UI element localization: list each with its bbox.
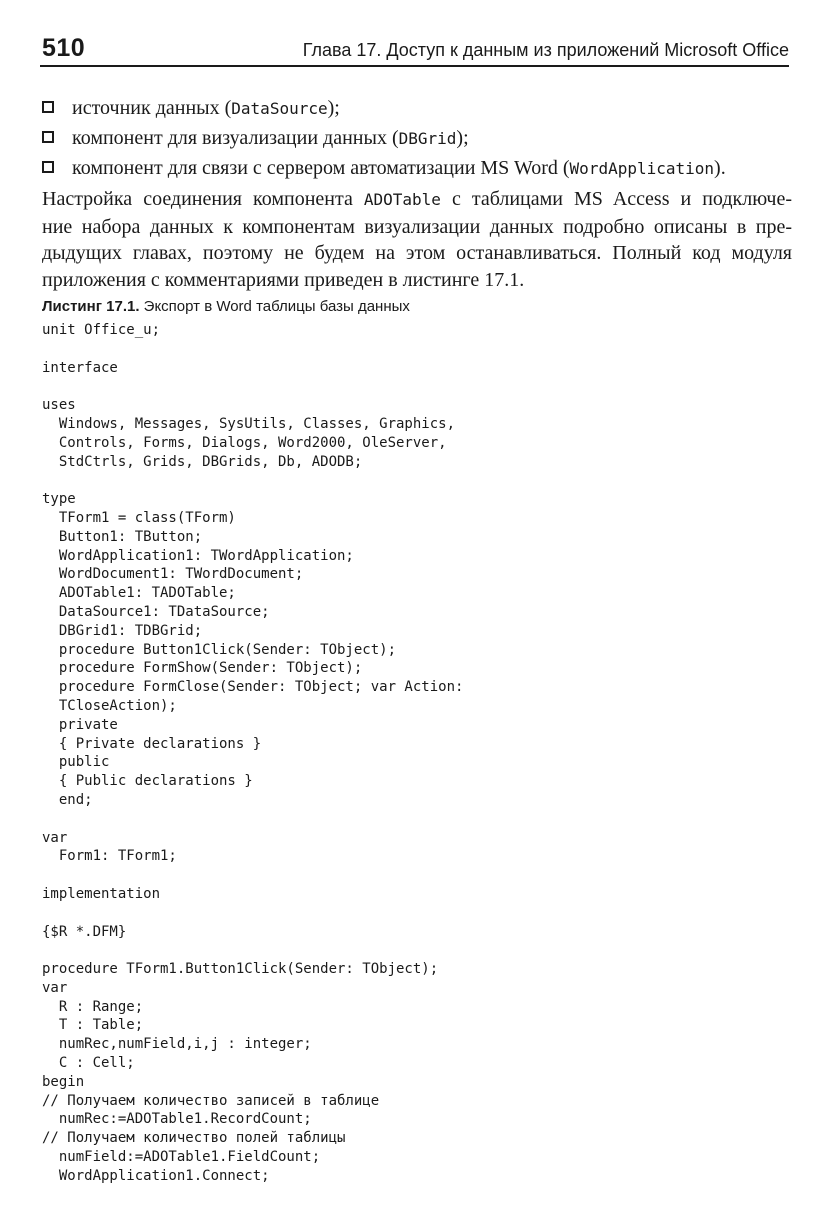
code-line: // Получаем количество полей таблицы bbox=[42, 1130, 346, 1147]
bullet-term: DataSource bbox=[231, 99, 328, 118]
code-line: uses bbox=[42, 397, 76, 414]
code-line: procedure FormShow(Sender: TObject); bbox=[42, 660, 363, 677]
bullet-term: WordApplication bbox=[569, 159, 715, 178]
paragraph-line bbox=[42, 240, 792, 267]
paragraph-text: Настройка соединения компонента bbox=[42, 188, 364, 210]
bullet-text: источник данных ( bbox=[72, 97, 232, 119]
code-line: { Public declarations } bbox=[42, 773, 253, 790]
code-line: TCloseAction); bbox=[42, 697, 177, 714]
chapter-title: Глава 17. Доступ к данным из приложений Microsoft Office bbox=[302, 40, 789, 60]
code-line bbox=[42, 904, 802, 923]
code-line: numRec,numField,i,j : integer; bbox=[42, 1036, 312, 1053]
bullet-text: компонент для визуализации данных ( bbox=[72, 127, 399, 149]
listing-label: Листинг 17.1. bbox=[42, 298, 140, 315]
code-line bbox=[42, 340, 802, 359]
bullet-item bbox=[42, 153, 792, 183]
code-line: public bbox=[42, 754, 110, 771]
page-number: 510 bbox=[42, 34, 86, 62]
code-line: T : Table; bbox=[42, 1017, 144, 1034]
code-line: StdCtrls, Grids, DBGrids, Db, ADODB; bbox=[42, 453, 363, 470]
paragraph-line bbox=[42, 267, 792, 294]
code-line: TForm1 = class(TForm) bbox=[42, 509, 236, 526]
paragraph-text: ние набора данных к компонентам визуализации данных подробно описаны в пре- bbox=[42, 215, 792, 238]
code-line: WordApplication1.Connect; bbox=[42, 1167, 270, 1184]
listing-title: Экспорт в Word таблицы базы данных bbox=[139, 298, 410, 315]
code-line: unit Office_u; bbox=[42, 322, 161, 338]
code-line: { Private declarations } bbox=[42, 735, 262, 752]
code-line: DBGrid1: TDBGrid; bbox=[42, 622, 203, 639]
paragraph-line bbox=[42, 186, 792, 214]
code-line: procedure TForm1.Button1Click(Sender: TObject); bbox=[42, 961, 439, 978]
code-line: R : Range; bbox=[42, 998, 144, 1015]
code-line: WordApplication1: TWordApplication; bbox=[42, 547, 354, 564]
code-line bbox=[42, 866, 802, 885]
bullet-text: компонент для связи с сервером автоматизации MS Word ( bbox=[72, 157, 570, 179]
checkbox-bullet-icon bbox=[42, 161, 54, 173]
code-line: procedure Button1Click(Sender: TObject); bbox=[42, 641, 397, 658]
code-line: var bbox=[42, 829, 68, 846]
code-line bbox=[42, 377, 802, 396]
bullet-item bbox=[42, 123, 792, 153]
code-line: ADOTable1: TADOTable; bbox=[42, 585, 236, 602]
paragraph-text: дыдущих главах, поэтому не будем на этом останавливаться. Полный код модуля bbox=[42, 242, 792, 264]
paragraph-text: с таблицами MS Access и подключе- bbox=[440, 188, 792, 210]
code-line: numRec:=ADOTable1.RecordCount; bbox=[42, 1111, 312, 1128]
checkbox-bullet-icon bbox=[42, 101, 54, 113]
code-listing bbox=[42, 321, 802, 1186]
paragraph-text: приложения с комментариями приведен в листинге 17.1. bbox=[42, 268, 525, 291]
bullet-suffix: ). bbox=[714, 157, 726, 179]
code-line: Form1: TForm1; bbox=[42, 848, 177, 865]
code-line: interface bbox=[42, 359, 118, 376]
code-line: C : Cell; bbox=[42, 1055, 135, 1072]
bullet-list bbox=[42, 93, 792, 183]
code-line: var bbox=[42, 979, 68, 996]
bullet-suffix: ); bbox=[456, 127, 469, 149]
bullet-term: DBGrid bbox=[398, 129, 457, 148]
code-line: implementation bbox=[42, 885, 161, 902]
code-line: Button1: TButton; bbox=[42, 528, 203, 545]
code-line: numField:=ADOTable1.FieldCount; bbox=[42, 1149, 321, 1166]
code-line: procedure FormClose(Sender: TObject; var Action: bbox=[42, 679, 464, 696]
code-line: type bbox=[42, 491, 76, 508]
code-line: private bbox=[42, 716, 118, 733]
code-line: Windows, Messages, SysUtils, Classes, Graphics, bbox=[42, 415, 456, 432]
paragraph-line bbox=[42, 214, 792, 241]
code-line bbox=[42, 471, 802, 490]
code-line bbox=[42, 810, 802, 829]
code-line: end; bbox=[42, 791, 93, 808]
code-line: // Получаем количество записей в таблице bbox=[42, 1092, 380, 1109]
paragraph-term: ADOTable bbox=[363, 190, 441, 209]
code-line: begin bbox=[42, 1073, 85, 1090]
checkbox-bullet-icon bbox=[42, 131, 54, 143]
code-line: {$R *.DFM} bbox=[42, 923, 127, 940]
code-line: Controls, Forms, Dialogs, Word2000, OleServer, bbox=[42, 434, 447, 451]
code-line: DataSource1: TDataSource; bbox=[42, 603, 270, 620]
listing-caption bbox=[42, 298, 410, 315]
code-line: WordDocument1: TWordDocument; bbox=[42, 566, 304, 583]
bullet-suffix: ); bbox=[327, 97, 340, 119]
code-line bbox=[42, 941, 802, 960]
body-paragraph bbox=[42, 186, 792, 293]
header-rule bbox=[40, 65, 789, 67]
bullet-item bbox=[42, 93, 792, 123]
